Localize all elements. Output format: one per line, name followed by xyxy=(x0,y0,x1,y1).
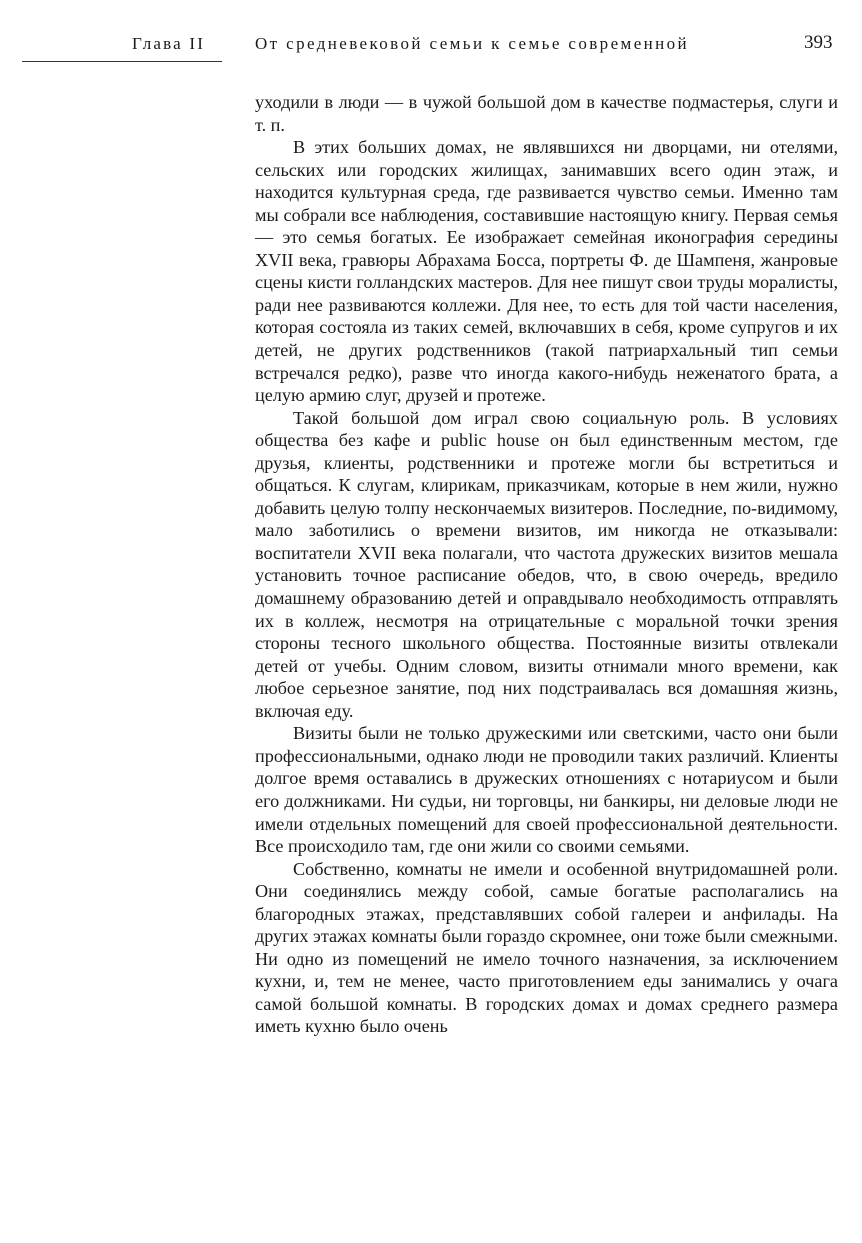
paragraph: Такой большой дом играл свою социальную роль. В условиях общества без кафе и public house он был единственным местом, где друзья, клиенты, родственники и протеже могли бы встретиться и общаться. К слугам, клирикам, приказчикам, которые в нем жили, нужно добавить целую толпу нескончаемых визитеров. Последние, по-видимому, мало заботились о времени визитов, им никогда не отказывали: воспитатели XVII века полагали, что частота дружеских визитов мешала установить точное расписание обедов, что, в свою очередь, вредило домашнему образованию детей и оправдывало необходимость отправлять их в коллеж, несмотря на отрицательные с моральной точки зрения стороны тесного школьного общества. Постоянные визиты отвлекали детей от учебы. Одним словом, визиты отнимали много времени, как любое серьезное занятие, под них подстраивалась вся домашняя жизнь, включая еду. xyxy=(255,407,838,721)
chapter-label: Глава II xyxy=(132,34,206,53)
running-title: От средневековой семьи к семье современной xyxy=(255,34,690,53)
body-text xyxy=(255,91,838,1038)
header-rule xyxy=(22,61,222,62)
paragraph: уходили в люди — в чужой большой дом в качестве подмастерья, слуги и т. п. xyxy=(255,92,838,135)
paragraph: Визиты были не только дружескими или светскими, часто они были профессиональными, однако люди не проводили таких различий. Клиенты долгое время оставались в дружеских отношениях с нотариусом и были его должниками. Ни судьи, ни торговцы, ни банкиры, ни деловые люди не имели отдельных помещений для своей профессиональной деятельности. Все происходило там, где они жили со своими семьями. xyxy=(255,723,838,857)
page-number: 393 xyxy=(804,32,833,53)
running-header xyxy=(0,32,862,62)
paragraph: В этих больших домах, не являвшихся ни дворцами, ни отелями, сельских или городских жилищах, занимавших всего один этаж, и находится культурная среда, где развивается чувство семьи. Именно там мы собрали все наблюдения, составившие настоящую книгу. Первая семья— это семья богатых. Ее изображает семейная иконография середины XVII века, гравюры Абрахама Босса, портреты Ф. де Шампеня, жанровые сцены кисти голландских мастеров. Для нее пишут свои труды моралисты, ради нее развиваются коллежи. Для нее, то есть для той части населения, которая состояла из таких семей, включавших в себя, кроме супругов и их детей, не других родственников (такой патриархальный тип семьи встречался редко), разве что иногда какого-нибудь неженатого брата, а целую армию слуг, друзей и протеже. xyxy=(255,137,838,406)
paragraph: Собственно, комнаты не имели и особенной внутридомашней роли. Они соединялись между собой, самые богатые располагались на благородных этажах, представлявших собой галереи и анфилады. На других этажах комнаты были гораздо скромнее, они тоже были смежными. Ни одно из помещений не имело точного назначения, за исключением кухни, и, тем не менее, часто приготовлением еды занимались у очага самой большой комнаты. В городских домах и домах среднего размера иметь кухню было очень xyxy=(255,858,838,1037)
